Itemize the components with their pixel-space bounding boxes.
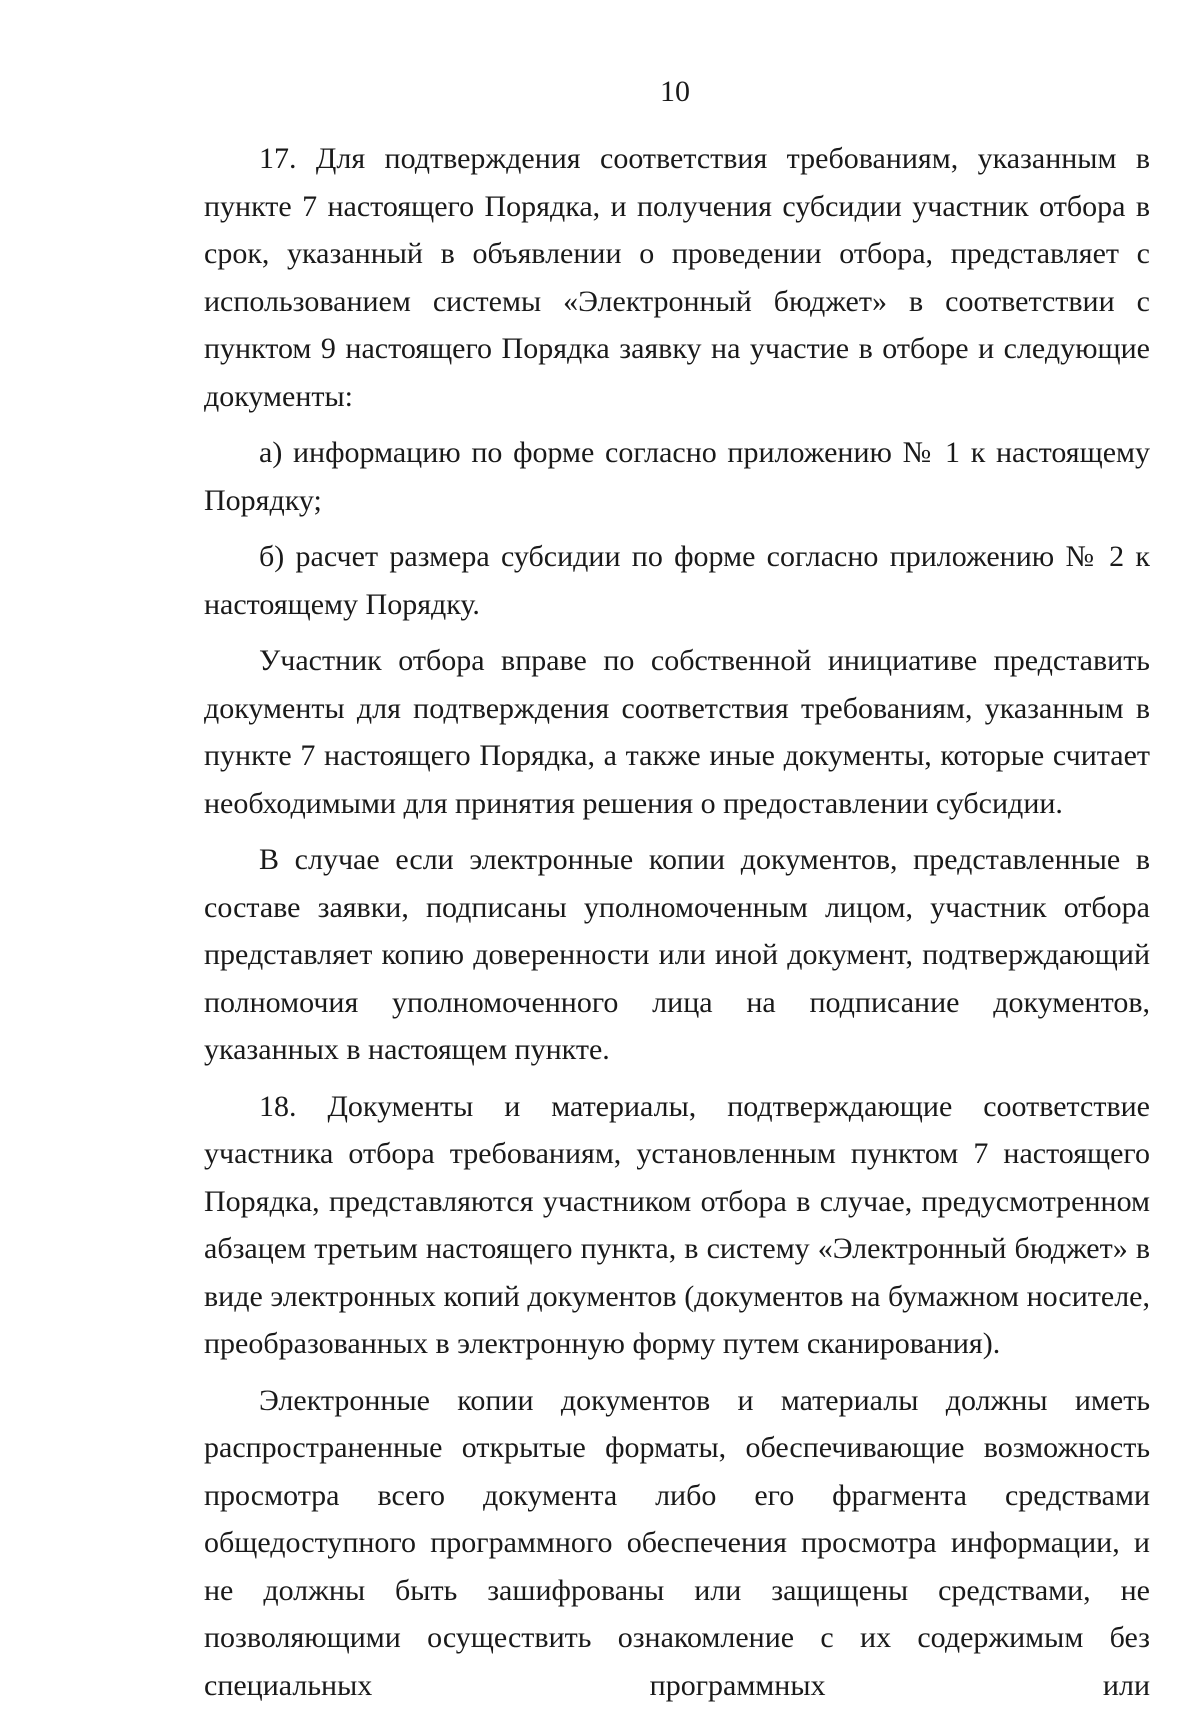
paragraph-electronic-copies: Электронные копии документов и материалы должны иметь распространенные открытые форматы, обеспечивающие возможность просмотра всего документа либо его фрагмента средствами общедоступного программного обеспечения просмотра информации, и не должны быть зашифрованы или защищены средствами, не позволяющими осуществить ознакомление с их содержимым без специальных программных или xyxy=(204,1377,1150,1709)
paragraph-authorized-person: В случае если электронные копии документов, представленные в составе заявки, подписаны уполномоченным лицом, участник отбора представляет копию доверенности или иной документ, подтверждающий полномочия уполномоченного лица на подписание документов, указанных в настоящем пункте. xyxy=(204,836,1150,1074)
paragraph-item-a: а) информацию по форме согласно приложению № 1 к настоящему Порядку; xyxy=(204,429,1150,524)
paragraph-17-intro: 17. Для подтверждения соответствия требованиям, указанным в пункте 7 настоящего Порядка, и получения субсидии участник отбора в срок, указанный в объявлении о проведении отбора, представляет с использованием системы «Электронный бюджет» в соответствии с пунктом 9 настоящего Порядка заявку на участие в отборе и следующие документы: xyxy=(204,135,1150,420)
document-body xyxy=(204,135,1150,1709)
paragraph-item-b: б) расчет размера субсидии по форме согласно приложению № 2 к настоящему Порядку. xyxy=(204,533,1150,628)
paragraph-participant-right: Участник отбора вправе по собственной инициативе представить документы для подтверждения соответствия требованиям, указанным в пункте 7 настоящего Порядка, а также иные документы, которые считает необходимыми для принятия решения о предоставлении субсидии. xyxy=(204,637,1150,827)
paragraph-18: 18. Документы и материалы, подтверждающие соответствие участника отбора требованиям, установленным пунктом 7 настоящего Порядка, представляются участником отбора в случае, предусмотренном абзацем третьим настоящего пункта, в систему «Электронный бюджет» в виде электронных копий документов (документов на бумажном носителе, преобразованных в электронную форму путем сканирования). xyxy=(204,1083,1150,1368)
page-number: 10 xyxy=(0,72,1200,112)
